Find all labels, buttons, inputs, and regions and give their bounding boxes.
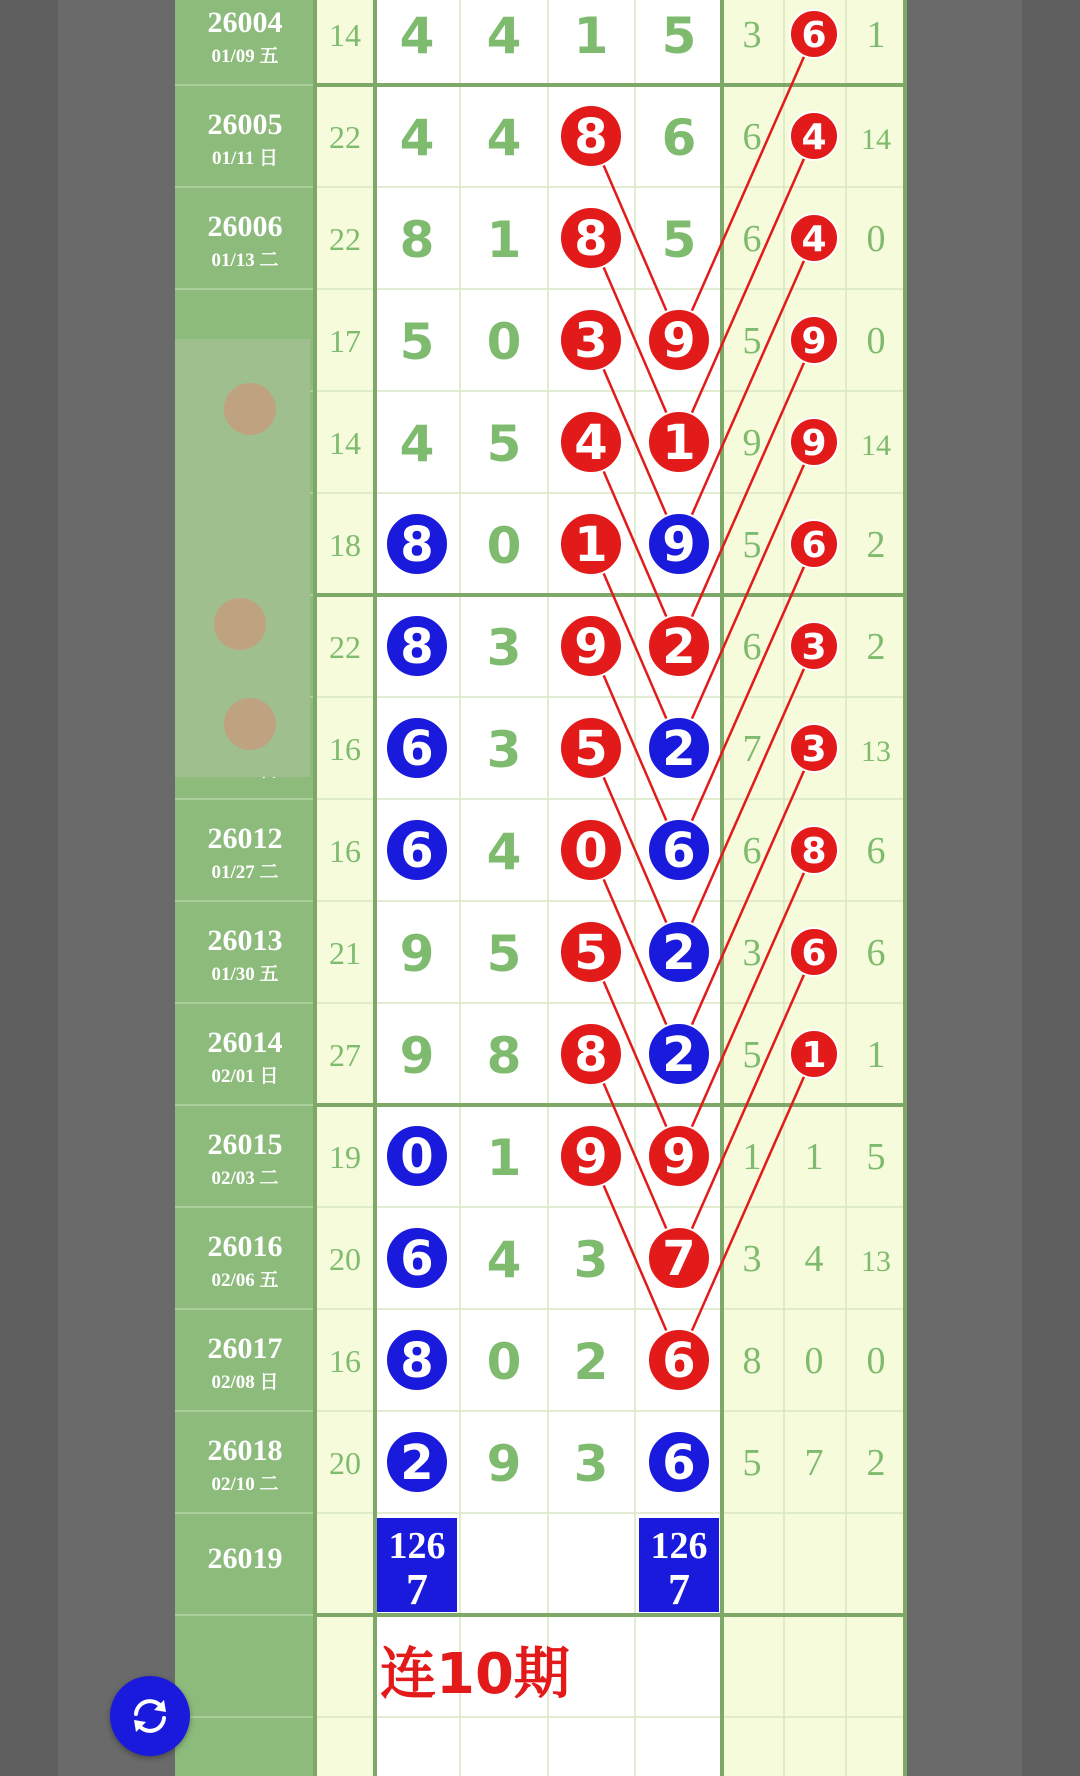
- ball-digit: 5: [574, 925, 608, 981]
- forecast-period: 26019: [207, 1542, 283, 1575]
- digit-value: 4: [486, 7, 522, 65]
- right-value: 5: [742, 524, 762, 566]
- ball-digit: 9: [801, 423, 827, 464]
- ball-digit: 8: [400, 517, 434, 573]
- right-value: 3: [742, 932, 762, 974]
- digit-value: 1: [486, 1129, 522, 1187]
- sum-value: 18: [329, 527, 361, 563]
- digit-value: 5: [399, 313, 435, 371]
- right-value: 14: [861, 429, 891, 462]
- digit-value: 4: [399, 415, 435, 473]
- right-value: 3: [742, 1238, 762, 1280]
- blurred-spot: [214, 598, 266, 650]
- sum-value: 20: [329, 1445, 361, 1481]
- digit-value: 1: [486, 211, 522, 269]
- refresh-button[interactable]: [110, 1676, 190, 1756]
- ball-digit: 2: [662, 925, 696, 981]
- sum-value: 19: [329, 1139, 361, 1175]
- right-value: 6: [742, 626, 762, 668]
- ball-digit: 6: [400, 1231, 434, 1287]
- right-value: 0: [804, 1340, 824, 1382]
- forecast-box-line2: 7: [406, 1565, 428, 1614]
- right-value: 6: [742, 830, 762, 872]
- right-value: 2: [866, 1442, 886, 1484]
- period-date: 02/06 五: [211, 1270, 279, 1291]
- digit-value: 8: [486, 1027, 522, 1085]
- ball-digit: 8: [574, 109, 608, 165]
- ball-digit: 6: [400, 823, 434, 879]
- digit-value: 1: [573, 7, 609, 65]
- period-number: 26013: [207, 924, 283, 957]
- period-number: 26012: [207, 822, 283, 855]
- ball-digit: 4: [574, 415, 608, 471]
- ball-digit: 8: [400, 619, 434, 675]
- ball-digit: 3: [574, 313, 608, 369]
- period-number: 26018: [207, 1434, 283, 1467]
- digit-value: 5: [486, 415, 522, 473]
- right-value: 6: [866, 932, 886, 974]
- ball-digit: 6: [801, 15, 827, 56]
- right-value: 13: [861, 1245, 891, 1278]
- ball-digit: 2: [662, 619, 696, 675]
- period-date: 02/10 二: [211, 1474, 279, 1495]
- right-value: 5: [742, 1442, 762, 1484]
- digit-value: 5: [661, 211, 697, 269]
- ball-digit: 6: [662, 823, 696, 879]
- right-value: 4: [804, 1238, 824, 1280]
- forecast-box-line1: 126: [650, 1525, 708, 1567]
- period-date: 02/01 日: [211, 1066, 279, 1087]
- sum-value: 22: [329, 629, 361, 665]
- right-value: 1: [742, 1136, 762, 1178]
- sum-value: 14: [329, 17, 361, 53]
- right-value: 1: [866, 14, 886, 56]
- ball-digit: 8: [801, 831, 827, 872]
- sum-value: 16: [329, 1343, 361, 1379]
- right-value: 6: [742, 218, 762, 260]
- ball-digit: 3: [801, 729, 827, 770]
- right-value: 0: [866, 218, 886, 260]
- blurred-spot: [224, 698, 276, 750]
- sum-value: 20: [329, 1241, 361, 1277]
- sum-value: 16: [329, 833, 361, 869]
- right-value: 6: [866, 830, 886, 872]
- digit-value: 3: [573, 1435, 609, 1493]
- digit-value: 6: [661, 109, 697, 167]
- digit-value: 3: [573, 1231, 609, 1289]
- digit-value: 9: [399, 1027, 435, 1085]
- ball-digit: 4: [801, 117, 827, 158]
- sum-value: 17: [329, 323, 361, 359]
- streak-label: 连10期: [380, 1642, 570, 1707]
- right-value: 7: [804, 1442, 824, 1484]
- ball-digit: 6: [801, 525, 827, 566]
- right-value: 5: [742, 1034, 762, 1076]
- left-margin: [58, 0, 175, 1776]
- period-number: 26005: [207, 108, 283, 141]
- ball-digit: 6: [662, 1435, 696, 1491]
- right-value: 13: [861, 735, 891, 768]
- ball-digit: 3: [801, 627, 827, 668]
- right-value: 9: [742, 422, 762, 464]
- digit-value: 5: [486, 925, 522, 983]
- sum-value: 14: [329, 425, 361, 461]
- ball-digit: 2: [662, 1027, 696, 1083]
- ball-digit: 6: [801, 933, 827, 974]
- forecast-box-line1: 126: [388, 1525, 446, 1567]
- right-value: 3: [742, 14, 762, 56]
- period-date: 01/13 二: [211, 250, 279, 271]
- ball-digit: 8: [400, 1333, 434, 1389]
- sum-value: 27: [329, 1037, 361, 1073]
- sum-value: 22: [329, 221, 361, 257]
- ball-digit: 4: [801, 219, 827, 260]
- right-value: 14: [861, 123, 891, 156]
- right-value: 2: [866, 626, 886, 668]
- right-value: 5: [866, 1136, 886, 1178]
- ball-digit: 8: [574, 211, 608, 267]
- right-value: 2: [866, 524, 886, 566]
- ball-digit: 8: [574, 1027, 608, 1083]
- refresh-icon: [126, 1692, 174, 1740]
- blurred-spot: [224, 383, 276, 435]
- ball-digit: 6: [662, 1333, 696, 1389]
- blurred-area: [175, 339, 310, 777]
- period-number: 26004: [207, 6, 283, 39]
- digit-value: 4: [486, 1231, 522, 1289]
- digit-value: 5: [661, 7, 697, 65]
- digit-value: 4: [486, 109, 522, 167]
- period-date: 01/11 日: [212, 148, 278, 169]
- ball-digit: 9: [662, 517, 696, 573]
- ball-digit: 9: [662, 313, 696, 369]
- digit-value: 2: [573, 1333, 609, 1391]
- right-area-bg: [722, 0, 905, 1776]
- ball-digit: 2: [662, 721, 696, 777]
- right-value: 8: [742, 1340, 762, 1382]
- ball-digit: 1: [662, 415, 696, 471]
- ball-digit: 0: [574, 823, 608, 879]
- ball-digit: 9: [574, 619, 608, 675]
- digit-value: 0: [486, 517, 522, 575]
- period-date: 01/09 五: [211, 46, 279, 67]
- right-value: 7: [742, 728, 762, 770]
- digit-value: 4: [486, 823, 522, 881]
- table-background: [58, 0, 1022, 1776]
- right-margin: [905, 0, 1022, 1776]
- digit-value: 8: [399, 211, 435, 269]
- right-value: 6: [742, 116, 762, 158]
- digit-value: 9: [486, 1435, 522, 1493]
- period-date: 02/08 日: [211, 1372, 279, 1393]
- period-number: 26017: [207, 1332, 283, 1365]
- period-number: 26016: [207, 1230, 283, 1263]
- right-value: 5: [742, 320, 762, 362]
- sum-column-bg: [315, 0, 375, 1776]
- ball-digit: 5: [574, 721, 608, 777]
- period-number: 26014: [207, 1026, 283, 1059]
- ball-digit: 2: [400, 1435, 434, 1491]
- period-number: 26015: [207, 1128, 283, 1161]
- sum-value: 22: [329, 119, 361, 155]
- right-value: 0: [866, 1340, 886, 1382]
- period-date: 01/27 二: [211, 862, 279, 883]
- ball-digit: 1: [574, 517, 608, 573]
- sum-value: 16: [329, 731, 361, 767]
- digit-value: 3: [486, 721, 522, 779]
- digit-value: 4: [399, 7, 435, 65]
- digit-value: 9: [399, 925, 435, 983]
- digit-value: 0: [486, 313, 522, 371]
- digit-value: 4: [399, 109, 435, 167]
- right-value: 0: [866, 320, 886, 362]
- ball-digit: 6: [400, 721, 434, 777]
- digit-value: 3: [486, 619, 522, 677]
- ball-digit: 1: [801, 1035, 827, 1076]
- forecast-box-line2: 7: [668, 1565, 690, 1614]
- period-number: 26006: [207, 210, 283, 243]
- ball-digit: 7: [662, 1231, 696, 1287]
- digit-value: 0: [486, 1333, 522, 1391]
- sum-value: 21: [329, 935, 361, 971]
- ball-digit: 9: [662, 1129, 696, 1185]
- period-date: 02/03 二: [211, 1168, 279, 1189]
- ball-digit: 9: [801, 321, 827, 362]
- right-value: 1: [866, 1034, 886, 1076]
- period-date: 01/30 五: [211, 964, 279, 985]
- ball-digit: 0: [400, 1129, 434, 1185]
- right-value: 1: [804, 1136, 824, 1178]
- ball-digit: 9: [574, 1129, 608, 1185]
